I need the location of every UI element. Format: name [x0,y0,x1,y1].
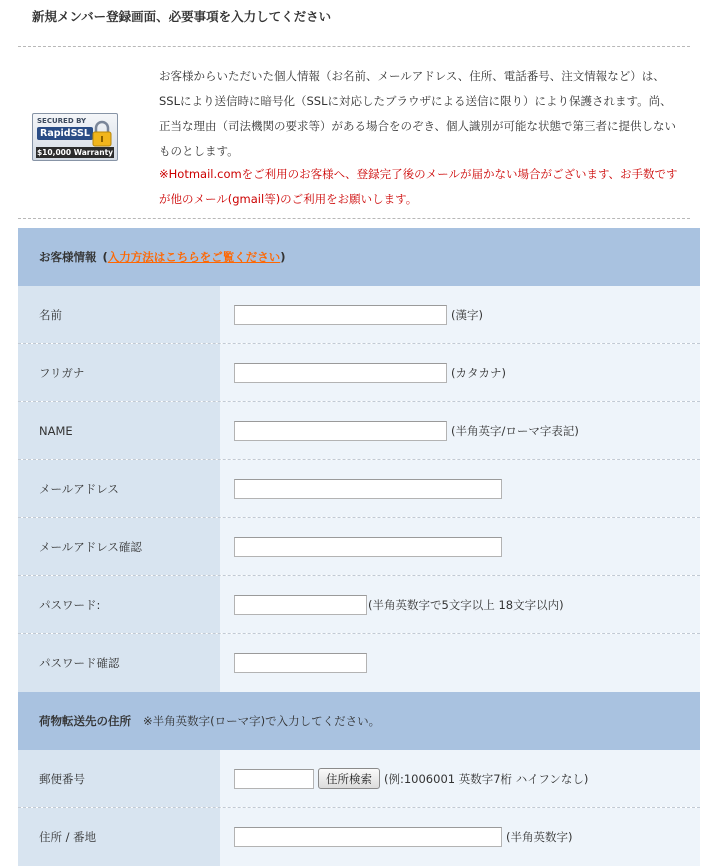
address-search-button[interactable]: 住所検索 [318,768,380,789]
customer-info-title: お客様情報 [39,250,97,264]
furigana-label: フリガナ [18,344,220,401]
divider [18,46,690,47]
email-confirm-label: メールアドレス確認 [18,518,220,575]
roman-name-hint: (半角英字/ローマ字表記) [451,423,579,438]
email-input[interactable] [234,479,502,499]
rapidssl-seal[interactable] [32,113,118,161]
form-row-street [18,808,700,866]
name-label: 名前 [18,286,220,343]
password-confirm-label: パスワード確認 [18,634,220,692]
shipping-address-note: ※半角英数字(ローマ字)で入力してください。 [143,714,381,728]
privacy-notice: お客様からいただいた個人情報（お名前、メールアドレス、住所、電話番号、注文情報など）は、SSLにより送信時に暗号化（SSLに対応したブラウザによる送信に限り）により保護されます。尚、正当な理由（司法機関の要求等）がある場合をのぞき、個人識別が可能な状態で第三者に提供しないものとします。 [159,69,677,158]
ssl-secured-by-text: SECURED BY [37,117,87,125]
furigana-input[interactable] [234,363,447,383]
street-hint: (半角英数字) [506,830,573,844]
postal-code-hint: (例:1006001 英数字7桁 ハイフンなし) [384,771,589,786]
ssl-warranty-text: $10,000 Warranty [36,148,114,157]
form-row-email [18,460,700,518]
postal-code-input[interactable] [234,769,314,789]
shipping-address-header [18,692,700,750]
postal-code-label: 郵便番号 [18,750,220,807]
roman-name-label: NAME [18,402,220,459]
form-row-password-confirm [18,634,700,692]
password-label: パスワード: [18,576,220,633]
roman-name-input[interactable] [234,421,447,441]
registration-form [18,228,700,866]
hotmail-warning: ※Hotmail.comをご利用のお客様へ、登録完了後のメールが届かない場合がございます、お手数ですが他のメール(gmail等)のご利用をお願いします。 [159,167,678,206]
form-row-email-confirm [18,518,700,576]
input-help-link[interactable]: 入力方法はこちらをご覧ください [107,250,281,264]
form-row-name [18,286,700,344]
password-hint: (半角英数字で5文字以上 18文字以内) [368,597,564,612]
furigana-hint: (カタカナ) [451,365,506,380]
page-title: 新規メンバー登録画面、必要事項を入力してください [32,9,332,24]
street-label: 住所 / 番地 [18,808,220,866]
form-row-roman-name [18,402,700,460]
form-row-postal-code [18,750,700,808]
ssl-brand-text: RapidSSL [37,127,93,140]
help-close-paren: ) [280,250,286,264]
email-label: メールアドレス [18,460,220,517]
street-input[interactable] [234,827,502,847]
divider [18,218,690,219]
name-hint: (漢字) [451,307,483,322]
customer-info-header [18,228,700,286]
shipping-address-title: 荷物転送先の住所 [39,714,131,728]
lock-icon [91,120,113,148]
form-row-password [18,576,700,634]
form-row-furigana [18,344,700,402]
help-open-paren: ( [102,250,108,264]
email-confirm-input[interactable] [234,537,502,557]
password-input[interactable] [234,595,367,615]
password-confirm-input[interactable] [234,653,367,673]
name-input[interactable] [234,305,447,325]
